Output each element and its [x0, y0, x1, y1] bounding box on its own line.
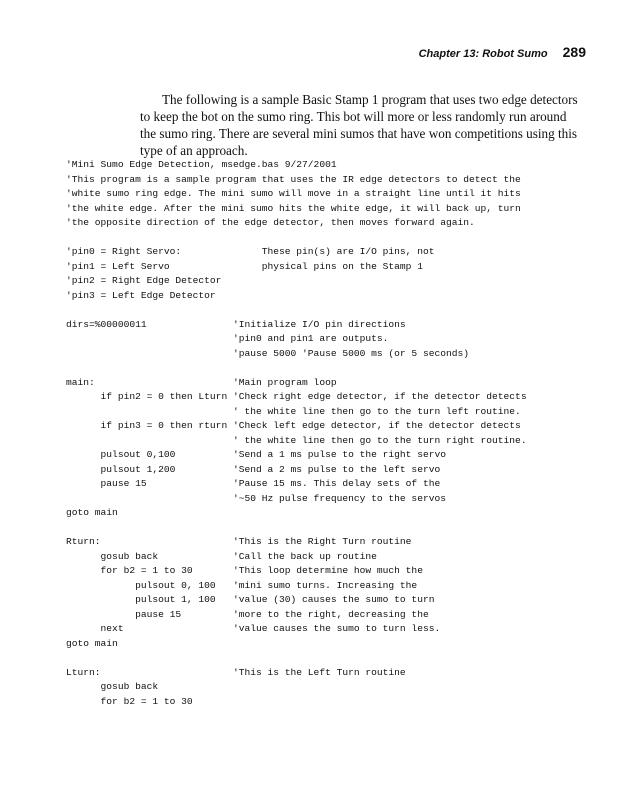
- code-line: Lturn: 'This is the Left Turn routine: [66, 666, 406, 678]
- code-line: 'pin0 = Right Servo: These pin(s) are I/O pins, not: [66, 246, 435, 257]
- intro-line: type of an approach.: [140, 143, 248, 158]
- code-line: [66, 361, 527, 376]
- code-line: pause 15 'more to the right, decreasing the: [66, 608, 429, 620]
- code-line: 'pin2 = Right Edge Detector: [66, 275, 222, 286]
- code-line: 'pin3 = Left Edge Detector: [66, 289, 216, 301]
- code-line: next 'value causes the sumo to turn less.: [66, 623, 441, 634]
- code-line: [66, 231, 527, 246]
- code-line: 'pause 5000 'Pause 5000 ms (or 5 seconds): [66, 347, 470, 359]
- code-line: 'the opposite direction of the edge detector, then moves forward again.: [66, 217, 475, 228]
- code-line: 'pin0 and pin1 are outputs.: [66, 333, 389, 344]
- code-line: for b2 = 1 to 30 'This loop determine how much the: [66, 565, 423, 576]
- running-header: [0, 44, 586, 60]
- code-line: gosub back 'Call the back up routine: [66, 550, 377, 562]
- chapter-title: Robot Sumo: [482, 48, 548, 60]
- intro-line: to keep the bot on the sumo ring. This bot will more or less randomly run around: [140, 109, 567, 124]
- code-line: pulsout 0,100 'Send a 1 ms pulse to the right servo: [66, 449, 446, 460]
- code-line: [66, 303, 527, 318]
- code-line: pause 15 'Pause 15 ms. This delay sets of the: [66, 478, 441, 489]
- code-line: pulsout 0, 100 'mini sumo turns. Increasing the: [66, 579, 418, 591]
- intro-line: the sumo ring. There are several mini sumos that have won competitions using this: [140, 126, 578, 141]
- code-line: [66, 651, 527, 666]
- code-line: goto main: [66, 507, 118, 518]
- code-line: 'This program is a sample program that uses the IR edge detectors to detect the: [66, 173, 521, 185]
- code-line: [66, 521, 527, 536]
- chapter-label: Chapter 13:: [418, 48, 480, 60]
- code-line: dirs=%00000011 'Initialize I/O pin directions: [66, 318, 406, 330]
- code-line: for b2 = 1 to 30: [66, 695, 193, 707]
- code-line: if pin3 = 0 then rturn 'Check left edge detector, if the detector detects: [66, 420, 521, 431]
- code-line: if pin2 = 0 then Lturn 'Check right edge detector, if the detector detects: [66, 391, 527, 402]
- code-line: 'the white edge. After the mini sumo hits the white edge, it will back up, turn: [66, 202, 521, 214]
- code-line: ' the white line then go to the turn right routine.: [66, 434, 527, 446]
- code-line: ' the white line then go to the turn left routine.: [66, 405, 521, 417]
- code-line: gosub back: [66, 681, 159, 692]
- code-line: main: 'Main program loop: [66, 376, 337, 388]
- code-listing: [66, 158, 527, 709]
- code-line: Rturn: 'This is the Right Turn routine: [66, 536, 412, 547]
- code-line: pulsout 1,200 'Send a 2 ms pulse to the left servo: [66, 463, 441, 475]
- code-line: goto main: [66, 637, 118, 649]
- code-line: 'pin1 = Left Servo physical pins on the Stamp 1: [66, 260, 423, 272]
- intro-line: The following is a sample Basic Stamp 1 program that uses two edge detectors: [162, 92, 578, 107]
- page-number: 289: [562, 44, 586, 60]
- code-line: pulsout 1, 100 'value (30) causes the sumo to turn: [66, 594, 435, 605]
- intro-paragraph: [140, 91, 578, 159]
- code-line: '~50 Hz pulse frequency to the servos: [66, 492, 446, 504]
- code-line: 'Mini Sumo Edge Detection, msedge.bas 9/27/2001: [66, 159, 337, 170]
- code-line: 'white sumo ring edge. The mini sumo will move in a straight line until it hits: [66, 188, 521, 199]
